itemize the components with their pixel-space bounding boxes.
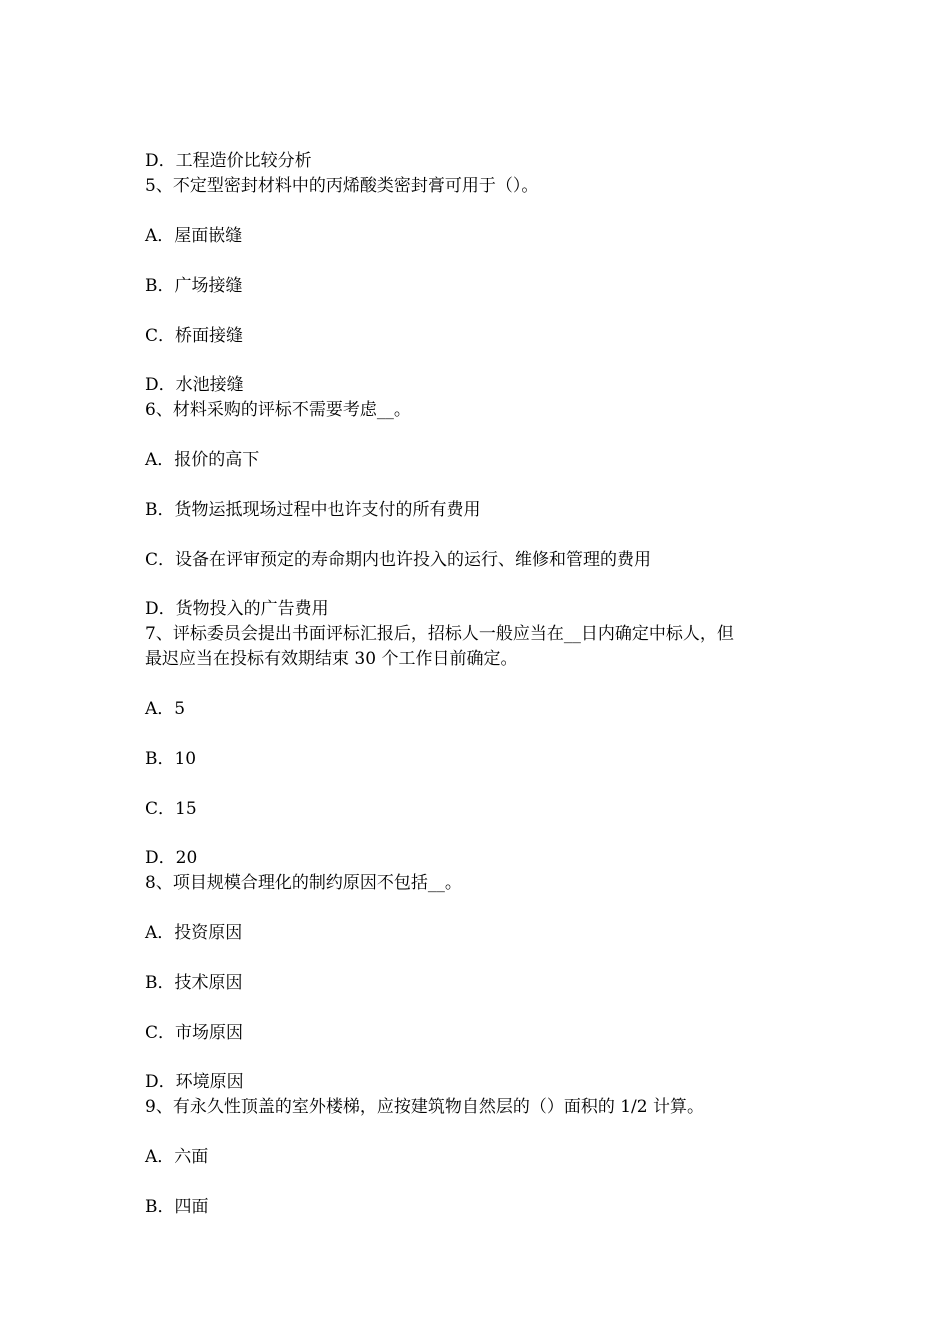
option-b-q9: B．四面 xyxy=(145,1197,209,1217)
option-b-q6: B．货物运抵现场过程中也许支付的所有费用 xyxy=(145,500,481,520)
question-5: 5、不定型密封材料中的丙烯酸类密封膏可用于（）。 xyxy=(145,176,539,196)
option-b-q5: B．广场接缝 xyxy=(145,276,243,296)
option-c-q7: C．15 xyxy=(145,799,197,819)
option-c-q8: C．市场原因 xyxy=(145,1023,244,1043)
option-a-q9: A．六面 xyxy=(145,1147,209,1167)
option-a-q7: A．5 xyxy=(145,699,186,719)
question-7-line-2: 最迟应当在投标有效期结束 30 个工作日前确定。 xyxy=(145,649,518,669)
question-8: 8、项目规模合理化的制约原因不包括__。 xyxy=(145,873,462,893)
option-d-q8: D．环境原因 xyxy=(145,1072,244,1092)
option-a-q5: A．屋面嵌缝 xyxy=(145,226,243,246)
question-9: 9、有永久性顶盖的室外楼梯，应按建筑物自然层的（）面积的 1/2 计算。 xyxy=(145,1097,704,1117)
option-b-q8: B．技术原因 xyxy=(145,973,243,993)
question-7-line-1: 7、评标委员会提出书面评标汇报后，招标人一般应当在__日内确定中标人，但 xyxy=(145,624,734,644)
question-6: 6、材料采购的评标不需要考虑__。 xyxy=(145,400,411,420)
option-c-q5: C．桥面接缝 xyxy=(145,326,244,346)
option-b-q7: B．10 xyxy=(145,749,197,769)
option-d-q5: D．水池接缝 xyxy=(145,375,244,395)
option-d-q6: D．货物投入的广告费用 xyxy=(145,599,329,619)
option-d-q4: D．工程造价比较分析 xyxy=(145,151,312,171)
option-c-q6: C．设备在评审预定的寿命期内也许投入的运行、维修和管理的费用 xyxy=(145,550,652,570)
option-a-q8: A．投资原因 xyxy=(145,923,243,943)
option-a-q6: A．报价的高下 xyxy=(145,450,260,470)
option-d-q7: D．20 xyxy=(145,848,198,868)
